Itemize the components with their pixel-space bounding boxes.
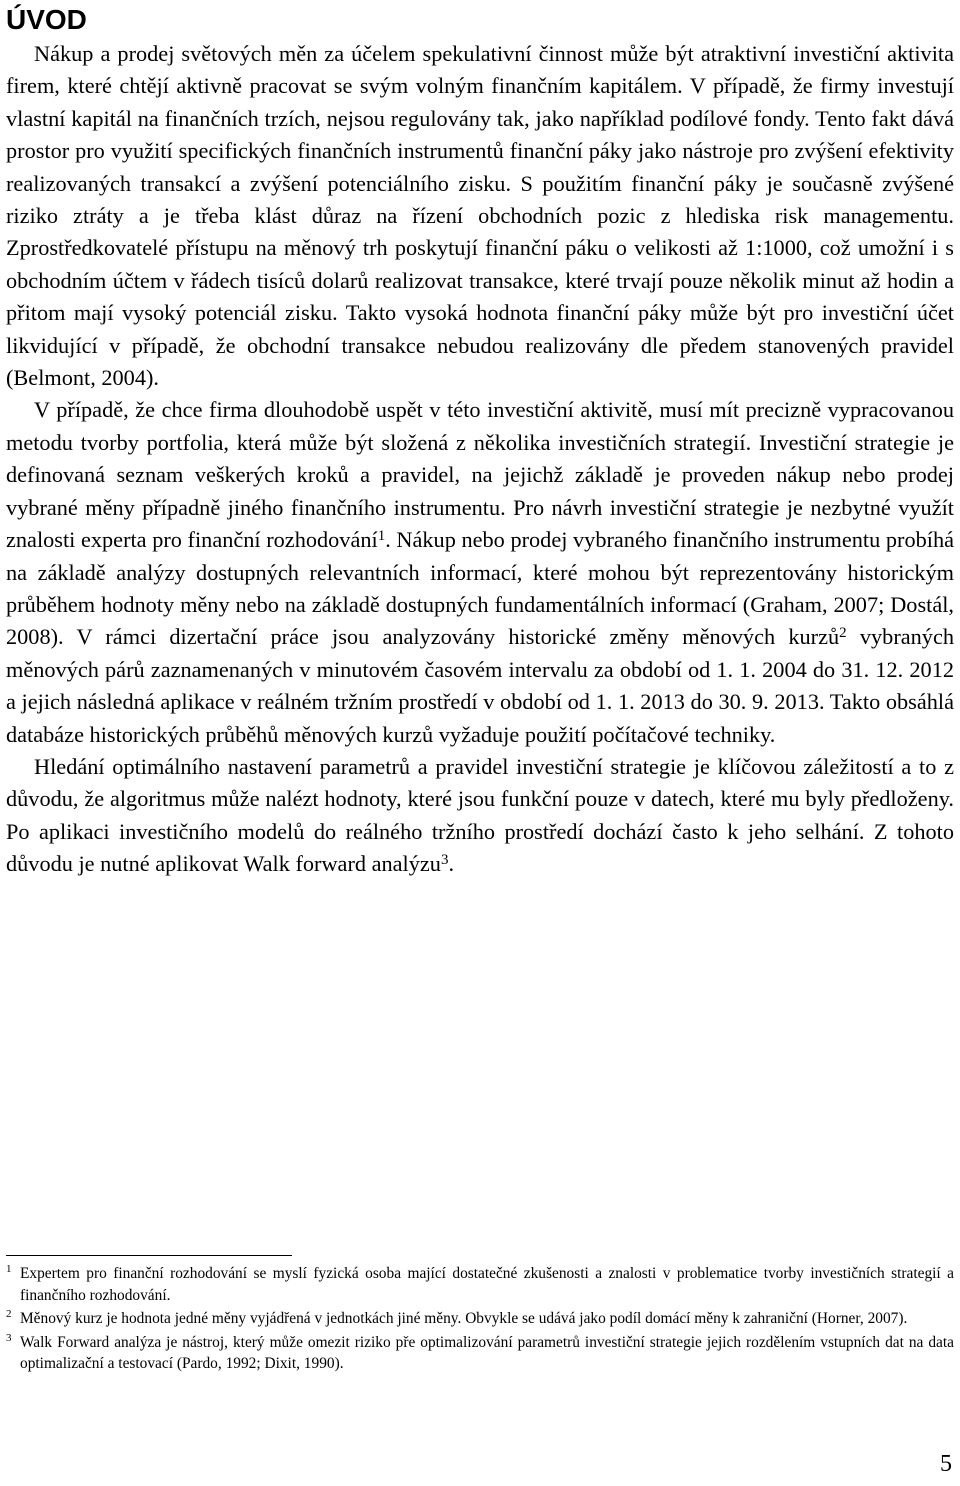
paragraph-2-part-2: . Nákup nebo prodej vybraného finančního instrumentu probíhá na základě analýzy dostupných relevantních informací, které mohou být reprezentovány historickým průběhem hodnoty měny nebo na základě dostupných fundamentálních informací (Graham, 2007; Dostál, 2008). V rámci dizertační práce jsou analyzovány historické změny měnových kurzů [6, 527, 954, 650]
paragraph-2-part-3: vybraných měnových párů zaznamenaných v minutovém časovém intervalu za období od 1. 1. 2004 do 31. 12. 2012 a jejich následná aplikace v reálném tržním prostředí v období od 1. 1. 2013 do 30. 9. 2013. Takto obsáhlá databáze historických průběhů měnových kurzů vyžaduje použití počítačové techniky. [6, 624, 954, 747]
paragraph-2 [6, 394, 954, 750]
paragraph-3-part-1: Hledání optimálního nastavení parametrů a pravidel investiční strategie je klíčovou záležitostí a to z důvodu, že algoritmus může nalézt hodnoty, které jsou funkční pouze v datech, které mu byly předloženy. Po aplikaci investičního modelů do reálného tržního prostředí dochází často k jeho selhání. Z tohoto důvodu je nutné aplikovat Walk forward analýzu [6, 753, 954, 877]
footnotes [6, 1263, 954, 1377]
section-heading: ÚVOD [6, 4, 87, 35]
paragraph-3-part-2: . [448, 851, 455, 877]
footnote-2-text: Měnový kurz je hodnota jedné měny vyjádřená v jednotkách jiné měny. Obvykle se udává jako podíl domácí měny k zahraniční (Horner, 2007). [20, 1310, 908, 1327]
footnote-1: $^1$ Expertem pro finanční rozhodování se myslí fyzická osoba mající dostatečné zkušenosti a znalosti v problematice tvorby investičních strategií a finančního rozhodování. [6, 1263, 954, 1304]
body-text [6, 38, 954, 881]
paragraph-2-part-1: V případě, že chce firma dlouhodobě uspět v této investiční aktivitě, musí mít precizně vypracovanou metodu tvorby portfolia, která může být složená z několika investičních strategií. Investiční strategie je definovaná seznam veškerých kroků a pravidel, na jejichž základě je proveden nákup nebo prodej vybrané měny případně jiného finančního instrumentu. Pro návrh investiční strategie je nezbytné využít znalosti experta pro finanční rozhodování [6, 397, 954, 553]
footnote-divider [6, 1255, 292, 1256]
footnote-ref-1[interactable]: 1 [377, 528, 386, 545]
footnote-ref-3[interactable]: 3 [440, 852, 449, 869]
footnote-3: $^3$ Walk Forward analýza je nástroj, který může omezit riziko pře optimalizování parametrů investiční strategie jejich rozdělením vstupních dat na data optimalizační a testovací (Pardo, 1992; Dixit, 1990). [6, 1331, 954, 1372]
page-number: 5 [940, 1451, 952, 1477]
footnote-ref-2[interactable]: 2 [839, 625, 847, 642]
footnote-3-text: Walk Forward analýza je nástroj, který může omezit riziko pře optimalizování parametrů investiční strategie jejich rozdělením vstupních dat na data optimalizační a testovací (Pardo, 1992; Dixit, 1990). [20, 1333, 954, 1372]
paragraph-1: Nákup a prodej světových měn za účelem spekulativní činnost může být atraktivní investiční aktivita firem, které chtějí aktivně pracovat se svým volným finančním kapitálem. V případě, že firmy investují vlastní kapitál na finančních trzích, nejsou regulovány tak, jako například podílové fondy. Tento fakt dává prostor pro využití specifických finančních instrumentů finanční páky jako nástroje pro zvýšení efektivity realizovaných transakcí a zvýšení potenciálního zisku. S použitím finanční páky je současně zvýšené riziko ztráty a je třeba klást důraz na řízení obchodních pozic z hlediska risk managementu. Zprostředkovatelé přístupu na měnový trh poskytují finanční páku o velikosti až 1:1000, což umožní i s obchodním účtem v řádech tisíců dolarů realizovat transakce, které trvají pouze několik minut až hodin a přitom mají vysoký potenciál zisku. Takto vysoká hodnota finanční páky může být pro investiční účet likvidující v případě, že obchodní transakce nebudou realizovány dle předem stanovených pravidel (Belmont, 2004). [6, 41, 954, 391]
footnote-1-text: Expertem pro finanční rozhodování se myslí fyzická osoba mající dostatečné zkušenosti a znalosti v problematice tvorby investičních strategií a finančního rozhodování. [20, 1265, 954, 1304]
footnote-2: $^2$ Měnový kurz je hodnota jedné měny vyjádřená v jednotkách jiné měny. Obvykle se udává jako podíl domácí měny k zahraniční (Horner, 2007). [6, 1308, 908, 1327]
paragraph-3 [6, 751, 954, 881]
